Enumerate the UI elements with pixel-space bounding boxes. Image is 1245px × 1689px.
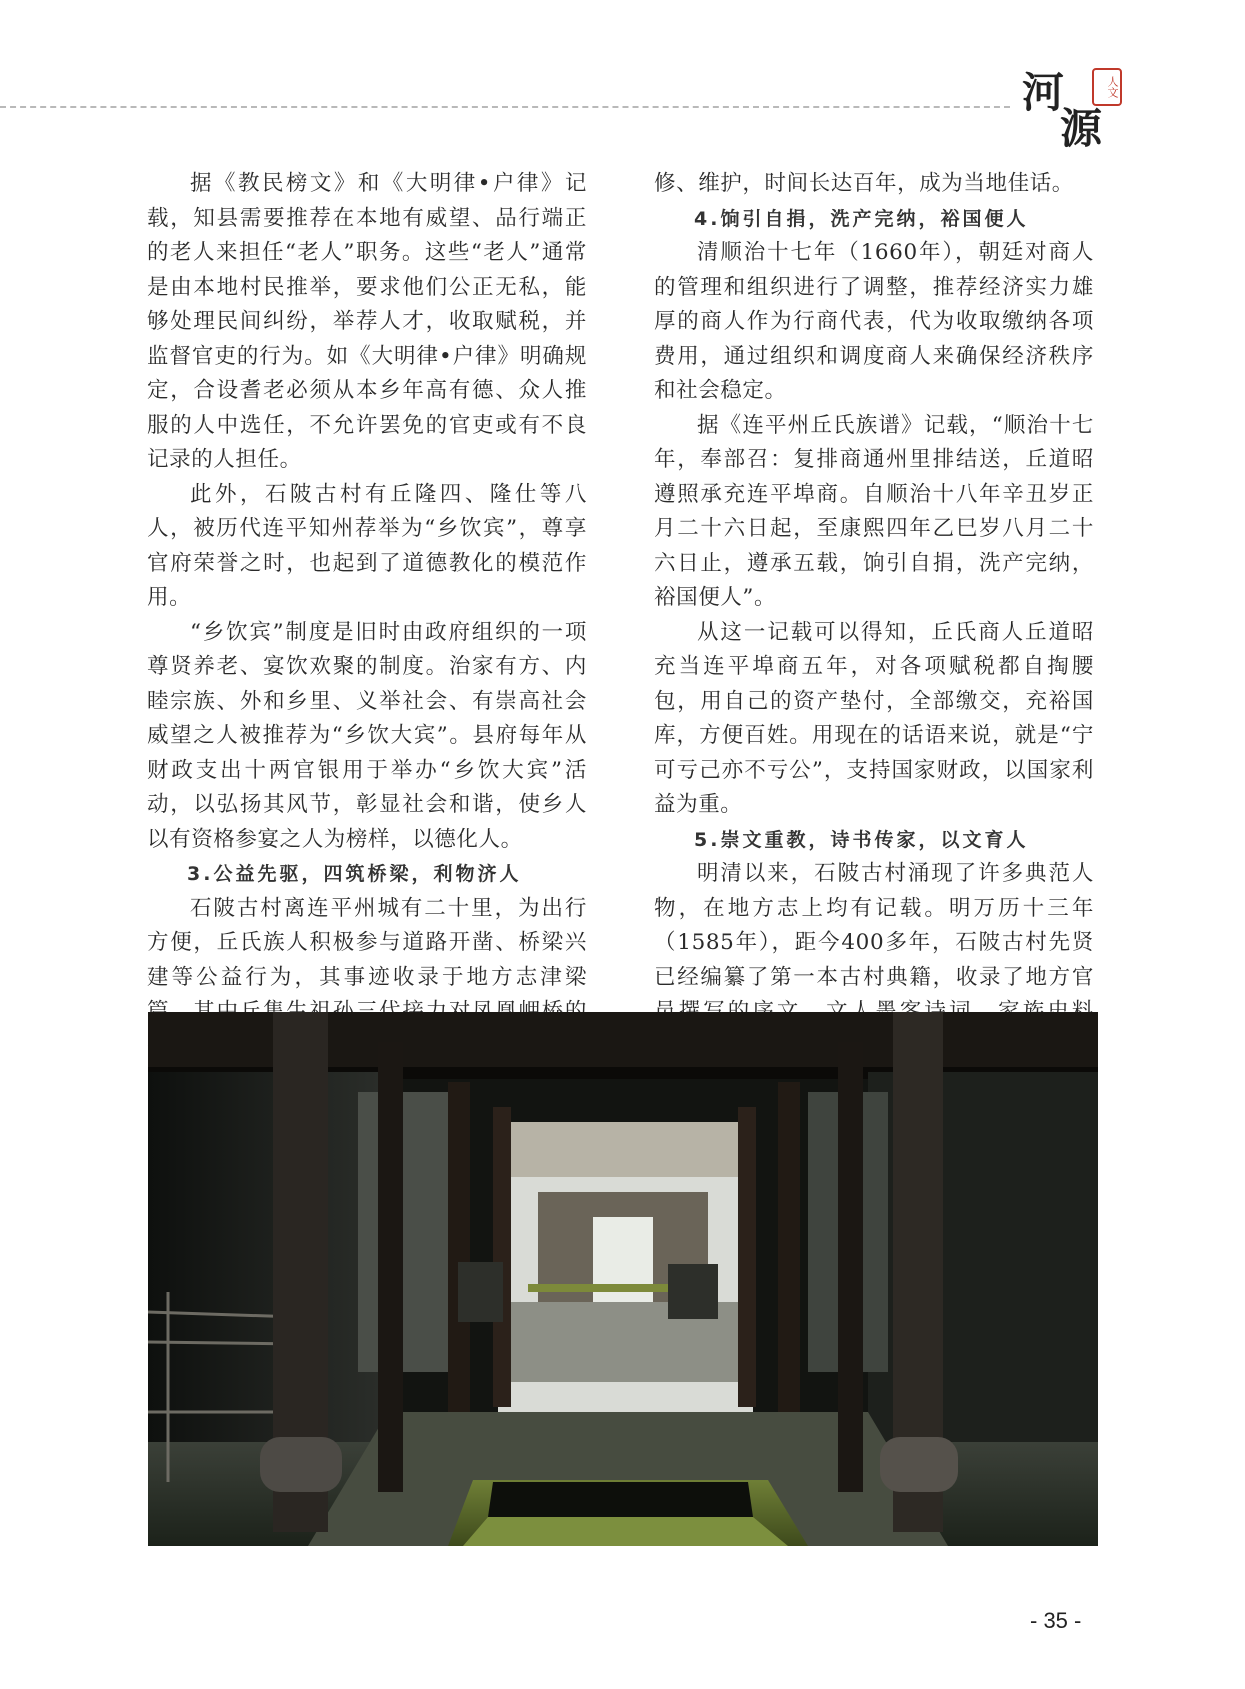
ancestral-hall-photo xyxy=(148,1012,1098,1546)
paragraph: 明清以来，石陂古村涌现了许多典范人物，在地方志上均有记载。明万历十三年（1585年），距今400多年，石陂古村先贤已经编纂了第一本古村典籍，收录了地方官 xyxy=(654,861,1094,990)
page-number: - 35 - xyxy=(1030,1608,1082,1633)
paragraph: 清顺治十七年（1660年），朝廷对商人的管理和组织进行了调整，推荐经济实力雄厚的商人作为行商代表，代为收取缴纳各项费用，通过组织和调度商人来确保经济秩序和社会稳定。 xyxy=(654,240,1094,403)
paragraph: 据《教民榜文》和《大明律•户律》记载，知县需要推荐在本地有威望、品行端正的老人来担任“老人”职务。这些“老人”通常是由本地村民推举，要求他们公正无私，能够处理民间纠纷，举荐人才，收取赋税，并监督官吏的行为。如《大明律•户律》明确规定，合设耆老必须从本乡年高有德、众人推服的人中选任，不允许罢免的官吏或有不良记录的人担任。 xyxy=(147,171,587,472)
header-dashed-rule xyxy=(0,106,1010,108)
paragraph: 从这一记载可以得知，丘氏商人丘道昭充当连平埠商五年，对各项赋税都自掏腰包，用自己的资产垫付，全部缴交，充裕国库，方便百姓。用现在的话语来说，就是“宁可亏己亦不亏公”，支持国家财政，以国家利益为重。 xyxy=(654,619,1094,817)
magazine-logo xyxy=(1020,60,1130,153)
right-text-column xyxy=(654,167,1094,1064)
hall-interior-illustration xyxy=(148,1012,1098,1546)
section-heading: 3.公益先驱，四筑桥梁，利物济人 xyxy=(187,863,522,885)
section-heading: 4.饷引自捐，洗产完纳，裕国便人 xyxy=(694,207,1029,230)
left-text-column xyxy=(147,167,587,1064)
paragraph: 此外，石陂古村有丘隆四、隆仕等八人，被历代连平知州荐举为“乡饮宾”，尊享官府荣誉之时，也起到了道德教化的模范作用。 xyxy=(147,481,587,610)
paragraph-continued: 修、维护，时间长达百年，成为当地佳话。 xyxy=(654,171,1074,196)
paragraph: 据《连平州丘氏族谱》记载，“顺治十七年，奉部召：复排商通州里排结送，丘道昭遵照承充连平埠商。自顺治十八年辛丑岁正月二十六日起，至康熙四年乙巳岁八月二十六日止，遵承五载，饷引自捐，洗产完纳，裕国便人”。 xyxy=(654,412,1094,610)
red-seal-icon: 人文 xyxy=(1092,68,1122,106)
paragraph: “乡饮宾”制度是旧时由政府组织的一项尊贤养老、宴饮欢聚的制度。治家有方、内睦宗族、外和乡里、义举社会、有崇高社会威望之人被推荐为“乡饮大宾”。县府每年从财政支出十两官银用于举办“乡饮大宾”活动，以弘扬其风节，彰显社会和谐，使乡人以有资格参宴之人为榜样，以德化人。 xyxy=(147,619,587,852)
paragraph: 石陂古村离连平州城有二十里，为出行方便，丘氏族人积极参与道路开凿、桥梁兴建等公益行为，其事迹收录于地方志津梁 xyxy=(147,895,587,990)
logo-char-he: 河 xyxy=(1022,68,1065,117)
logo-char-yuan: 源 xyxy=(1060,104,1103,153)
section-heading: 5.崇文重教，诗书传家，以文育人 xyxy=(694,828,1029,851)
